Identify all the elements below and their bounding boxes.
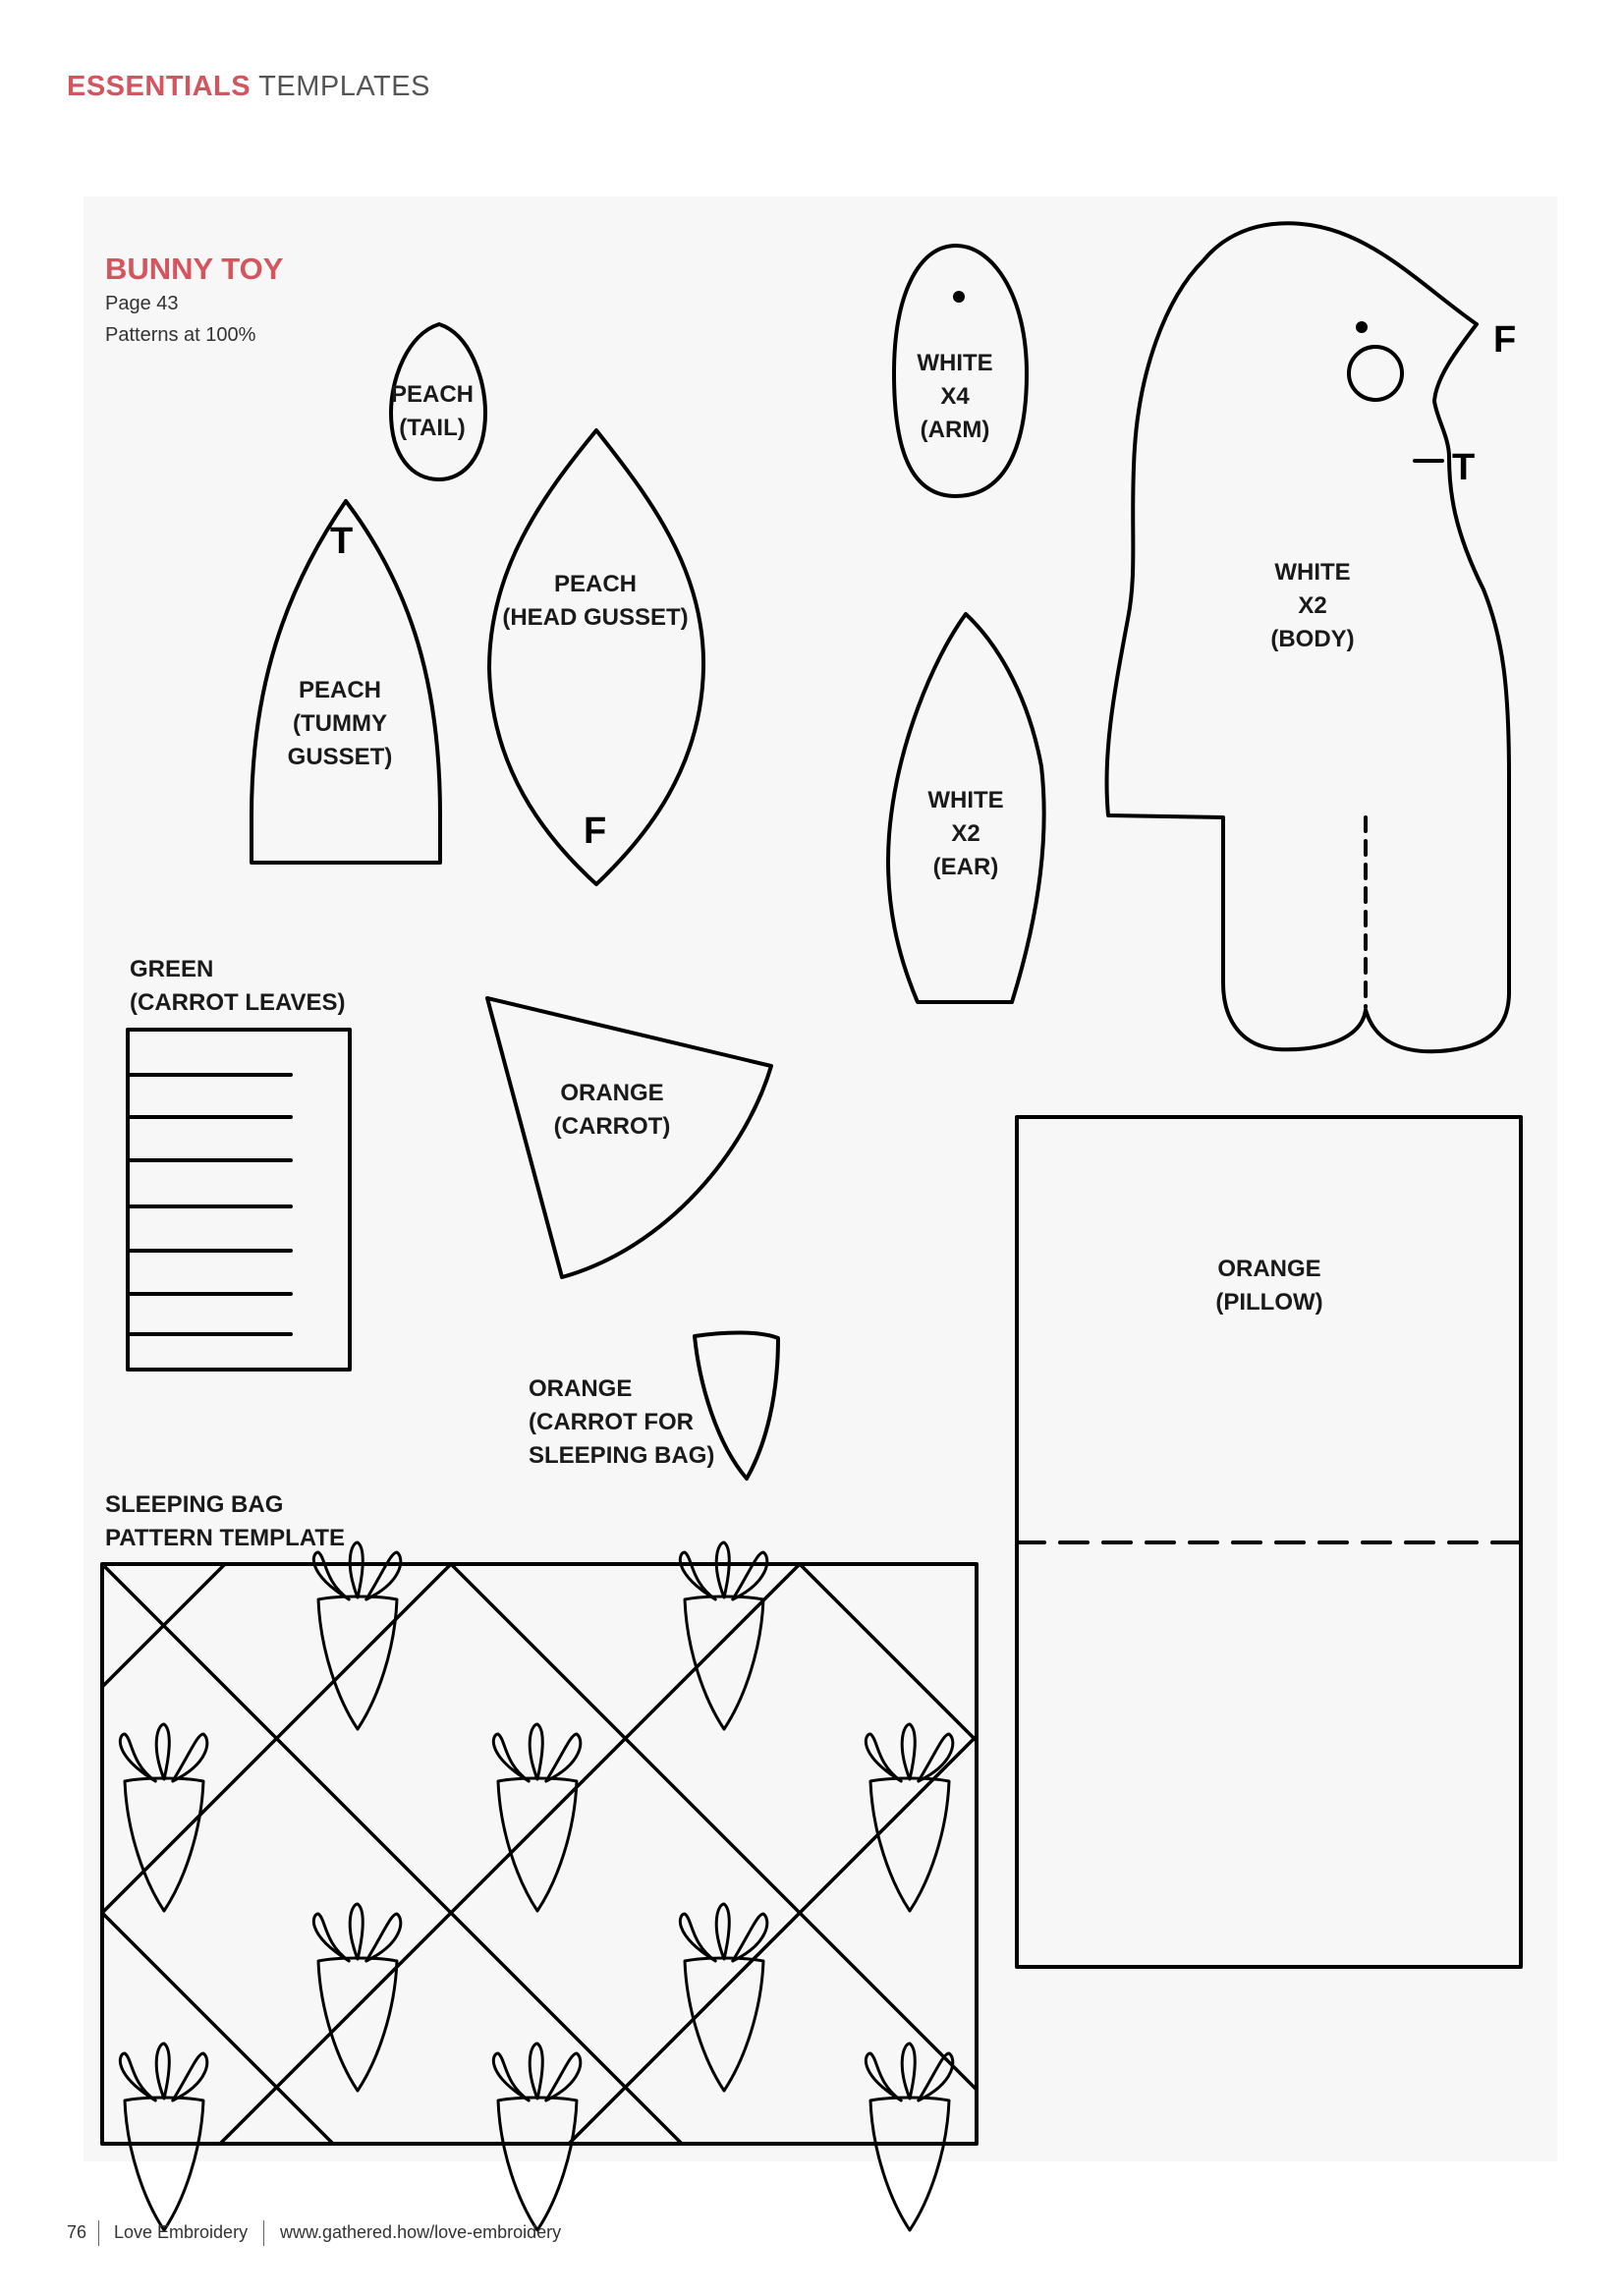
label-ear: WHITE X2 (EAR) <box>927 787 1004 880</box>
label-pillow: ORANGE (PILLOW) <box>1215 1256 1323 1316</box>
section-name: ESSENTIALS <box>67 71 252 102</box>
sleeping-bag-carrot-motif <box>866 1724 953 1911</box>
sleeping-bag-carrot-motif <box>120 2044 207 2230</box>
footer-page-number: 76 <box>67 2222 87 2242</box>
label-carrot: ORANGE (CARROT) <box>553 1080 671 1140</box>
arm-dot <box>953 291 965 303</box>
subsection-name: TEMPLATES <box>258 71 430 102</box>
body-eye-ring <box>1349 347 1402 400</box>
sleeping-bag-carrot-motif <box>313 1904 401 2091</box>
sleeping-bag-carrot-motif <box>866 2044 953 2230</box>
pattern-title: BUNNY TOY <box>105 252 284 286</box>
body-eye-dot <box>1356 321 1368 333</box>
footer-magazine: Love Embroidery <box>114 2222 249 2242</box>
pillow-piece <box>1017 1117 1521 1967</box>
sleeping-bag-piece <box>102 1542 977 2230</box>
sleeping-bag-carrot-motif <box>680 1542 767 1729</box>
marker-body-f: F <box>1493 319 1517 361</box>
label-body: WHITE X2 (BODY) <box>1270 559 1355 652</box>
label-sleeping-bag: SLEEPING BAG PATTERN TEMPLATE <box>105 1491 345 1551</box>
marker-tummy-t: T <box>330 521 354 562</box>
label-carrot-leaves: GREEN (CARROT LEAVES) <box>130 956 346 1016</box>
label-head-gusset: PEACH (HEAD GUSSET) <box>502 571 689 631</box>
sleeping-bag-carrot-motif <box>493 2044 581 2230</box>
sleeping-bag-carrot-motif <box>680 1904 767 2091</box>
label-tummy-gusset: PEACH (TUMMY GUSSET) <box>287 677 393 770</box>
footer-divider <box>263 2220 264 2246</box>
marker-head-f: F <box>584 811 607 852</box>
carrot-leaves-piece <box>128 1030 350 1370</box>
pattern-scale-note: Patterns at 100% <box>105 324 256 346</box>
sleeping-bag-carrot-motif <box>313 1542 401 1729</box>
label-arm: WHITE X4 (ARM) <box>917 350 993 443</box>
label-tail: PEACH (TAIL) <box>390 381 475 441</box>
sleeping-bag-carrot-motif <box>493 1724 581 1911</box>
footer-url: www.gathered.how/love-embroidery <box>280 2222 562 2242</box>
footer-divider <box>98 2220 99 2246</box>
label-sleeping-bag-carrot: ORANGE (CARROT FOR SLEEPING BAG) <box>529 1375 715 1469</box>
marker-body-t: T <box>1452 447 1476 488</box>
pattern-page-ref: Page 43 <box>105 293 179 314</box>
